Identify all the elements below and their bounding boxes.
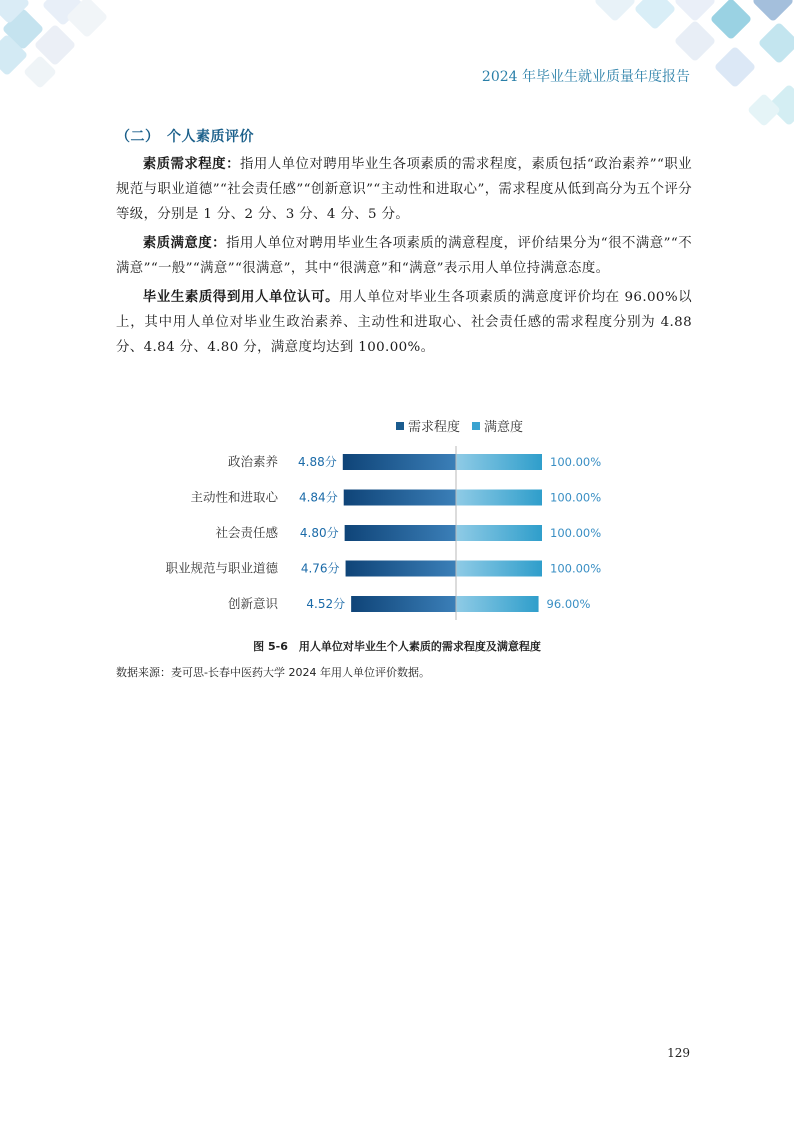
paragraph-lead: 素质满意度： (142, 235, 227, 251)
demand-bar (346, 561, 456, 577)
demand-value-label: 4.52分 (306, 597, 346, 611)
category-label: 社会责任感 (215, 525, 278, 540)
demand-value-label: 4.84分 (298, 490, 338, 505)
paragraph-text: 指用人单位对聘用毕业生各项素质的需求程度，素质包括“政治素养”“职业规范与职业道德”“社会责任感”“创新意识”“主动性和进取心”，需求程度从低到高分为五个评分等级，分别是 1 分、2 分、3 分、4 分、5 分。 (116, 157, 692, 222)
legend-item-satisfaction (472, 416, 523, 435)
demand-value-label: 4.76分 (300, 561, 340, 576)
demand-bar (351, 596, 456, 612)
satisfaction-value-label: 100.00% (550, 490, 602, 505)
legend-swatch-satisfaction (472, 422, 480, 430)
bar-chart (116, 410, 692, 630)
chart-legend (396, 416, 523, 435)
section-title: （二） 个人素质评价 (116, 129, 254, 145)
demand-bar (343, 454, 456, 470)
paragraph-findings (116, 285, 692, 360)
satisfaction-value-label: 100.00% (550, 455, 602, 469)
satisfaction-bar (456, 454, 542, 470)
category-label: 职业规范与职业道德 (165, 560, 278, 576)
body-content (116, 126, 692, 364)
satisfaction-value-label: 96.00% (546, 597, 591, 611)
paragraph-text: 指用人单位对聘用毕业生各项素质的满意程度，评价结果分为“很不满意”“不满意”“一般”“满意”“很满意”，其中“很满意”和“满意”表示用人单位持满意态度。 (116, 236, 692, 276)
legend-label-demand: 需求程度 (408, 420, 461, 435)
paragraph-satisfaction-definition (116, 231, 692, 281)
paragraph-text: 用人单位对毕业生各项素质的满意度评价均在 96.00%以上，其中用人单位对毕业生政治素养、主动性和进取心、社会责任感的需求程度分别为 4.88 分、4.84 分、4.80 分，满意度均达到 100.00%。 (116, 290, 692, 355)
demand-bar (344, 490, 456, 506)
legend-label-satisfaction: 满意度 (484, 420, 524, 435)
category-label: 主动性和进取心 (190, 489, 278, 505)
running-header: 2024 年毕业生就业质量年度报告 (481, 69, 690, 85)
paragraph-lead: 毕业生素质得到用人单位认可。 (142, 289, 340, 305)
data-source: 数据来源：麦可思-长春中医药大学 2024 年用人单位评价数据。 (116, 666, 430, 679)
satisfaction-value-label: 100.00% (550, 526, 602, 540)
demand-value-label: 4.80分 (299, 526, 339, 540)
demand-value-label: 4.88分 (298, 455, 337, 469)
satisfaction-bar (456, 596, 539, 612)
paragraph-lead: 素质需求程度： (142, 156, 240, 172)
category-label: 政治素养 (227, 454, 278, 469)
satisfaction-bar (456, 561, 542, 577)
figure-caption: 图 5-6 用人单位对毕业生个人素质的需求程度及满意程度 (253, 640, 541, 653)
chart-container (116, 410, 692, 630)
legend-swatch-demand (396, 422, 404, 430)
legend-item-demand (396, 416, 460, 435)
satisfaction-bar (456, 490, 542, 506)
page-number: 129 (667, 1046, 690, 1060)
category-label: 创新意识 (227, 596, 278, 611)
satisfaction-value-label: 100.00% (550, 561, 602, 576)
demand-bar (345, 525, 456, 541)
satisfaction-bar (456, 525, 542, 541)
paragraph-demand-definition (116, 152, 692, 227)
